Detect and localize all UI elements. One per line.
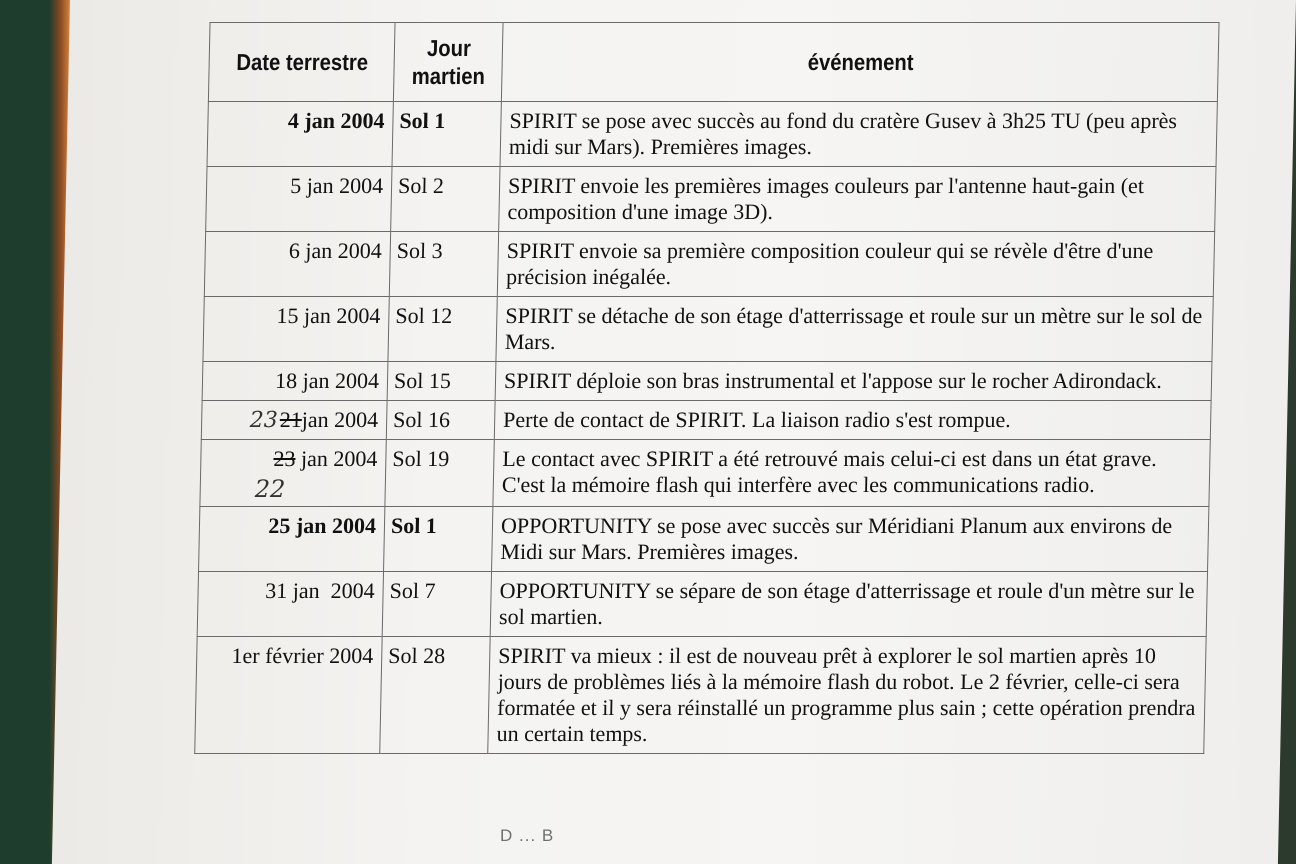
- row-date: 1er février 2004: [195, 637, 382, 754]
- row-event: SPIRIT va mieux : il est de nouveau prêt à explorer le sol martien après 10 jours de problèmes liés à la mémoire flash du robot. Le 2 février, celle-ci sera formatée et il y sera réinstallé un programme plus sain ; cette opération prendra un certain temps.: [488, 637, 1206, 754]
- row-event: SPIRIT se détache de son étage d'atterrissage et roule sur un mètre sur le sol de Mars.: [496, 297, 1213, 362]
- row-sol: Sol 1: [392, 102, 501, 167]
- row-date: 18 jan 2004: [202, 362, 388, 401]
- row-sol: Sol 16: [386, 401, 495, 440]
- watermark: D ... B: [500, 826, 555, 845]
- row-sol: Sol 2: [391, 167, 500, 232]
- table-row: [204, 232, 1214, 297]
- row-date: 6 jan 2004: [204, 232, 390, 297]
- row-date: 5 jan 2004: [206, 167, 392, 232]
- row-sol: Sol 15: [387, 362, 496, 401]
- handwritten-correction: 22: [254, 475, 286, 503]
- table-row: [197, 572, 1207, 637]
- header-date: Date terrestre: [219, 23, 383, 102]
- row-event: Perte de contact de SPIRIT. La liaison radio s'est rompue.: [494, 401, 1211, 440]
- table-row: [201, 401, 1211, 440]
- header-event: événement: [544, 23, 1176, 102]
- date-rest: jan 2004: [295, 446, 378, 471]
- table-row: [199, 507, 1209, 572]
- table-row: [203, 297, 1213, 362]
- table-row: [206, 167, 1216, 232]
- table-row: [207, 102, 1217, 167]
- table-row: [195, 637, 1206, 754]
- row-event: SPIRIT envoie sa première composition couleur qui se révèle d'être d'une précision inégalée.: [497, 232, 1214, 297]
- row-date: 25 jan 2004: [199, 507, 385, 572]
- row-event: OPPORTUNITY se sépare de son étage d'atterrissage et roule d'un mètre sur le sol martien.: [490, 572, 1207, 637]
- struck-day: 23: [273, 446, 296, 471]
- struck-day: 21: [279, 407, 303, 432]
- row-event: Le contact avec SPIRIT a été retrouvé mais celui-ci est dans un état grave. C'est la mémoire flash qui interfère avec les communications radio.: [493, 440, 1210, 507]
- row-event: SPIRIT déploie son bras instrumental et l'appose sur le rocher Adirondack.: [495, 362, 1212, 401]
- row-sol: Sol 3: [389, 232, 498, 297]
- row-date: 15 jan 2004: [203, 297, 389, 362]
- table-row: [200, 440, 1210, 507]
- row-sol: Sol 28: [380, 637, 490, 754]
- header-sol: Jour martien: [400, 23, 497, 102]
- row-date: [200, 440, 386, 507]
- date-rest: jan 2004: [301, 407, 379, 432]
- row-event: SPIRIT envoie les premières images couleurs par l'antenne haut-gain (et composition d'une image 3D).: [499, 167, 1216, 232]
- row-sol: Sol 1: [384, 507, 493, 572]
- handwritten-correction: 23: [249, 408, 279, 433]
- document-page: [52, 0, 1296, 864]
- table-row: [202, 362, 1212, 401]
- row-date: 31 jan 2004: [197, 572, 383, 637]
- row-sol: Sol 19: [385, 440, 494, 507]
- row-sol: Sol 7: [382, 572, 491, 637]
- events-table: [194, 22, 1219, 754]
- row-sol: Sol 12: [388, 297, 497, 362]
- row-date: [201, 401, 387, 440]
- row-event: SPIRIT se pose avec succès au fond du cratère Gusev à 3h25 TU (peu après midi sur Mars). Premières images.: [500, 102, 1217, 167]
- table-header-row: [208, 23, 1219, 102]
- row-date: 4 jan 2004: [207, 102, 393, 167]
- row-event: OPPORTUNITY se pose avec succès sur Méridiani Planum aux environs de Midi sur Mars. Premières images.: [492, 507, 1209, 572]
